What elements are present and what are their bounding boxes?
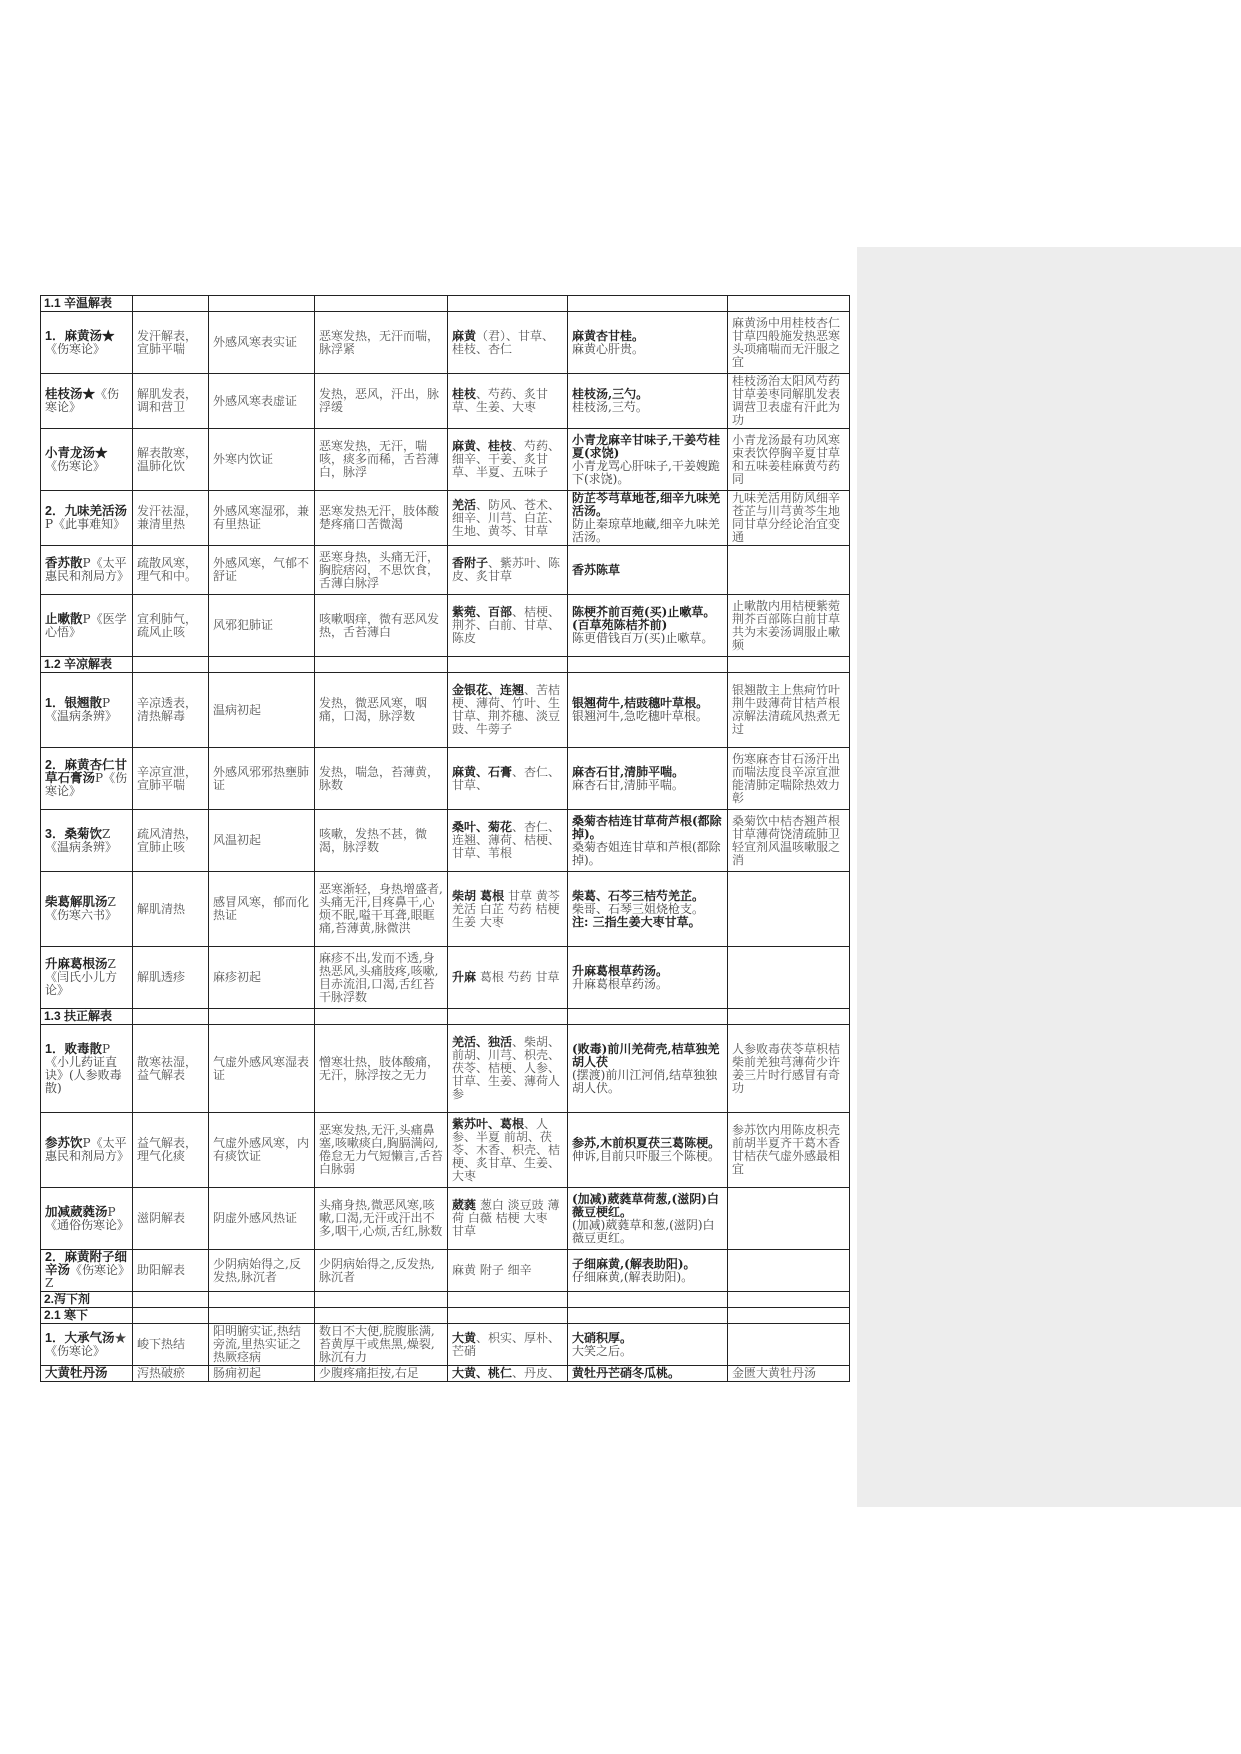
formula-source: Z《闫氏小儿方论》 (45, 957, 118, 997)
rhyme-text: 桂枝汤,三勺。 (572, 387, 649, 401)
formula-name: 香苏散 (45, 556, 83, 570)
formula-table (40, 295, 850, 1382)
rhyme-cell (568, 1250, 728, 1292)
empty-cell (568, 296, 728, 312)
symptoms-cell: 发热，微恶风寒，咽痛，口渴，脉浮数 (315, 673, 448, 748)
rhyme-mnemonic: 桑菊杏姐连甘草和芦根(都除掉)。 (572, 839, 721, 867)
empty-cell (133, 1292, 209, 1308)
rhyme-text: 麻黄杏甘桂。 (572, 328, 645, 343)
herbs-main: 金银花、连翘 (452, 683, 525, 697)
effect-cell: 宣利肺气，疏风止咳 (133, 595, 209, 657)
empty-cell (568, 657, 728, 673)
herbs-rest: 、枳实、厚朴、芒硝 (452, 1330, 561, 1358)
syndrome-cell: 温病初起 (209, 673, 315, 748)
verse-cell (728, 1324, 850, 1366)
formula-name: 2．麻黄附子细辛汤 (45, 1250, 127, 1277)
rhyme-mnemonic: 麻黄心肝贵。 (572, 341, 645, 356)
verse-cell: 桑菊饮中桔杏翘芦根甘草薄荷饶清疏肺卫轻宣剂风温咳嗽服之消 (728, 810, 850, 872)
empty-cell (568, 1292, 728, 1308)
formula-name: 柴葛解肌汤 (45, 895, 108, 909)
verse-cell: 止嗽散内用桔梗紫菀荆芥百部陈白前甘草共为末姜汤调服止嗽频 (728, 595, 850, 657)
herbs-rest: 、人参、半夏 前胡、茯苓、木香、枳壳、桔梗、炙甘草、生姜、大枣 (452, 1116, 561, 1183)
herbs-cell (448, 1250, 568, 1292)
verse-cell (728, 1250, 850, 1292)
symptoms-cell: 恶寒发热无汗，肢体酸楚疼痛口苦微渴 (315, 491, 448, 546)
formula-name-cell (41, 595, 133, 657)
section-row (41, 1009, 850, 1025)
verse-cell: 桂枝汤治太阳风芍药甘草姜枣同解肌发表调营卫表虚有汗此为功 (728, 374, 850, 429)
empty-cell (133, 1308, 209, 1324)
section-row (41, 657, 850, 673)
section-title: 2.泻下剂 (41, 1292, 133, 1308)
rhyme-text: 陈梗芥前百菀(买)止嗽草。(百草苑陈桔芥前) (572, 605, 716, 632)
syndrome-cell: 感冒风寒，郁而化热证 (209, 872, 315, 947)
symptoms-cell: 咳嗽，发热不甚，微渴，脉浮数 (315, 810, 448, 872)
herbs-rest: 、防风、苍术、细辛、川芎、白芷、生地、黄芩、甘草 (452, 497, 561, 538)
symptoms-cell: 恶寒发热,无汗,头痛鼻塞,咳嗽痰白,胸膈满闷,倦怠无力气短懒言,舌苔白脉弱 (315, 1113, 448, 1188)
formula-name-cell (41, 491, 133, 546)
empty-cell (448, 296, 568, 312)
formula-name: 1．大承气汤 (45, 1330, 115, 1345)
rhyme-text: 参苏,木前枳夏茯三葛陈梗。 (572, 1136, 721, 1150)
formula-name: 止嗽散 (45, 611, 83, 626)
herbs-main: 大黄 (452, 1330, 477, 1345)
herbs-main: 葳蕤 (452, 1198, 477, 1212)
empty-cell (728, 657, 850, 673)
syndrome-cell: 风邪犯肺证 (209, 595, 315, 657)
formula-source: P《小儿药证直诀》(人参败毒散) (45, 1041, 122, 1095)
formula-row (41, 546, 850, 595)
rhyme-cell (568, 1188, 728, 1250)
effect-cell: 发汗祛湿，兼清里热 (133, 491, 209, 546)
formula-name: 1．败毒散 (45, 1041, 102, 1056)
herbs-main: 羌活 (452, 497, 477, 512)
effect-cell: 发汗解表，宣肺平喘 (133, 312, 209, 374)
herbs-main: 桑叶、菊花 (452, 820, 513, 834)
herbs-rest: 、苦桔梗、薄荷、竹叶、生甘草、荆芥穗、淡豆豉、牛蒡子 (452, 683, 561, 736)
herbs-rest: 葛根 芍药 甘草 (476, 970, 560, 984)
formula-row (41, 673, 850, 748)
rhyme-mnemonic: 陈更借钱百万(买)止嗽草。 (572, 631, 714, 645)
formula-name: 2．麻黄杏仁甘草石膏汤 (45, 758, 127, 785)
rhyme-mnemonic: 银翘河牛,急吃穗叶草根。 (572, 709, 708, 723)
empty-cell (133, 296, 209, 312)
effect-cell: 辛凉透表，清热解毒 (133, 673, 209, 748)
herbs-cell (448, 1324, 568, 1366)
rhyme-cell (568, 491, 728, 546)
formula-name-cell (41, 947, 133, 1009)
symptoms-cell: 少腹疼痛拒按,右足 (315, 1366, 448, 1382)
empty-cell (315, 1292, 448, 1308)
formula-name-cell (41, 312, 133, 374)
formula-name: 升麻葛根汤 (45, 957, 108, 971)
empty-cell (133, 1009, 209, 1025)
rhyme-cell (568, 374, 728, 429)
verse-cell: 伤寒麻杏甘石汤汗出而喘法度良辛凉宣泄能清肺定喘除热效力彰 (728, 748, 850, 810)
effect-cell: 峻下热结 (133, 1324, 209, 1366)
herbs-cell (448, 1113, 568, 1188)
herbs-cell (448, 546, 568, 595)
symptoms-cell: 发热，恶风，汗出，脉浮缓 (315, 374, 448, 429)
symptoms-cell: 数日不大便,脘腹胀满,苔黄厚干或焦黑,燥裂,脉沉有力 (315, 1324, 448, 1366)
formula-name: 参苏饮 (45, 1136, 83, 1150)
formula-source: P《此事难知》 (45, 517, 126, 531)
herbs-main: 紫菀、百部 (452, 605, 513, 619)
effect-cell: 解肌透疹 (133, 947, 209, 1009)
effect-cell: 解肌发表，调和营卫 (133, 374, 209, 429)
symptoms-cell: 头痛身热,微恶风寒,咳嗽,口渴,无汗或汗出不多,咽干,心烦,舌红,脉数 (315, 1188, 448, 1250)
verse-cell: 参苏饮内用陈皮枳壳前胡半夏齐干葛木香甘桔茯气虚外感最相宜 (728, 1113, 850, 1188)
formula-name: 小青龙汤★ (45, 445, 108, 460)
syndrome-cell: 气虚外感风寒湿表证 (209, 1025, 315, 1113)
effect-cell: 滋阴解表 (133, 1188, 209, 1250)
rhyme-text: 桑菊杏桔连甘草荷芦根(都除掉)。 (572, 813, 722, 841)
comment-sidebar (857, 247, 1241, 1507)
empty-cell (728, 1009, 850, 1025)
herbs-cell (448, 673, 568, 748)
syndrome-cell: 风温初起 (209, 810, 315, 872)
syndrome-cell: 阴虚外感风热证 (209, 1188, 315, 1250)
formula-row (41, 491, 850, 546)
herbs-main: 大黄、桃仁 (452, 1366, 513, 1380)
formula-row (41, 810, 850, 872)
empty-cell (728, 296, 850, 312)
empty-cell (315, 1009, 448, 1025)
empty-cell (728, 1292, 850, 1308)
herbs-cell (448, 1025, 568, 1113)
herbs-rest: 、芍药、细辛、干姜、炙甘草、半夏、五味子 (452, 439, 561, 479)
formula-row (41, 748, 850, 810)
rhyme-text: 麻杏石甘,清肺平喘。 (572, 764, 685, 779)
section-title: 1.3 扶正解表 (41, 1009, 133, 1025)
formula-name-cell (41, 1366, 133, 1382)
formula-row (41, 1324, 850, 1366)
formula-name: 1．麻黄汤★ (45, 328, 115, 343)
syndrome-cell: 外感风寒表实证 (209, 312, 315, 374)
effect-cell: 解表散寒，温肺化饮 (133, 429, 209, 491)
empty-cell (315, 657, 448, 673)
formula-source: Z《温病条辨》 (45, 826, 118, 854)
rhyme-mnemonic: 桂枝汤,三芍。 (572, 400, 648, 414)
rhyme-mnemonic: 小青龙骂心肝味子,干姜嫂跪下(求饶)。 (572, 458, 720, 486)
rhyme-mnemonic: (加减)葳蕤草和葱,(滋阴)白薇豆更红。 (572, 1217, 715, 1245)
verse-cell: 银翘散主上焦疴竹叶荆牛豉薄荷甘桔芦根凉解法清疏风热煮无过 (728, 673, 850, 748)
formula-source: P《医学心悟》 (45, 611, 127, 639)
rhyme-text: 防芷芩芎草地苍,细辛九味羌活汤。 (572, 491, 721, 518)
formula-source: 《伤寒论》 (45, 387, 120, 414)
herbs-rest: 麻黄 附子 细辛 (452, 1263, 532, 1277)
rhyme-cell (568, 872, 728, 947)
syndrome-cell: 外感风寒表虚证 (209, 374, 315, 429)
rhyme-mnemonic: 大笑之后。 (572, 1343, 633, 1358)
effect-cell: 疏散风寒，理气和中。 (133, 546, 209, 595)
rhyme-cell (568, 673, 728, 748)
formula-source: P《通俗伤寒论》 (45, 1204, 130, 1232)
effect-cell: 疏风清热，宣肺止咳 (133, 810, 209, 872)
formula-source: P《太平惠民和剂局方》 (45, 1136, 130, 1163)
rhyme-note: 注: 三指生姜大枣甘草。 (572, 914, 701, 929)
rhyme-cell (568, 595, 728, 657)
herbs-main: 紫苏叶、葛根 (452, 1116, 525, 1131)
herbs-rest: 、丹皮、 (512, 1366, 561, 1380)
herbs-rest: 、杏仁、甘草、 (452, 764, 561, 792)
effect-cell: 散寒祛湿，益气解表 (133, 1025, 209, 1113)
rhyme-text: (加减)葳蕤草荷葱,(滋阴)白薇豆梗红。 (572, 1191, 719, 1219)
formula-name-cell (41, 872, 133, 947)
syndrome-cell: 肠痈初起 (209, 1366, 315, 1382)
formula-source: Z《伤寒六书》 (45, 895, 118, 922)
formula-name: 大黄牡丹汤 (45, 1366, 108, 1380)
rhyme-text: 银翘荷牛,桔豉穗叶草根。 (572, 696, 709, 710)
formula-row (41, 1113, 850, 1188)
herbs-main: 麻黄、桂枝 (452, 439, 513, 453)
herbs-main: 柴胡 葛根 (452, 888, 505, 903)
section-title: 1.2 辛凉解表 (41, 657, 133, 673)
syndrome-cell: 少阴病始得之,反发热,脉沉者 (209, 1250, 315, 1292)
herbs-cell (448, 312, 568, 374)
rhyme-mnemonic: 伸诉,目前只吓服三个陈梗。 (572, 1149, 720, 1163)
formula-name-cell (41, 1113, 133, 1188)
herbs-cell (448, 429, 568, 491)
formula-name: 2．九味羌活汤 (45, 504, 127, 518)
empty-cell (209, 1292, 315, 1308)
verse-cell (728, 947, 850, 1009)
herbs-cell (448, 872, 568, 947)
rhyme-mnemonic: 柴哥、石琴三姐烧枪支。 (572, 901, 705, 916)
herbs-rest: 葱白 淡豆豉 薄荷 白薇 桔梗 大枣 甘草 (452, 1198, 560, 1238)
formula-name: 3．桑菊饮 (45, 826, 102, 841)
empty-cell (448, 1308, 568, 1324)
empty-cell (315, 1308, 448, 1324)
section-title: 1.1 辛温解表 (41, 296, 133, 312)
herbs-cell (448, 374, 568, 429)
herbs-cell (448, 491, 568, 546)
formula-row (41, 872, 850, 947)
symptoms-cell: 咳嗽咽痒，微有恶风发热，舌苔薄白 (315, 595, 448, 657)
rhyme-cell (568, 546, 728, 595)
formula-name-cell (41, 374, 133, 429)
section-row (41, 1292, 850, 1308)
herbs-main: 桂枝 (452, 387, 477, 401)
rhyme-mnemonic: 防止秦琼草地藏,细辛九味羌活汤。 (572, 517, 720, 544)
symptoms-cell: 恶寒发热，无汗，喘咳，痰多而稀，舌苔薄白，脉浮 (315, 429, 448, 491)
formula-name-cell (41, 1188, 133, 1250)
effect-cell: 辛凉宣泄，宣肺平喘 (133, 748, 209, 810)
formula-name-cell (41, 810, 133, 872)
rhyme-mnemonic: 仔细麻黄,(解表助阳)。 (572, 1269, 694, 1284)
formula-name: 1．银翘散 (45, 696, 102, 710)
herbs-cell (448, 1188, 568, 1250)
effect-cell: 助阳解表 (133, 1250, 209, 1292)
rhyme-cell (568, 1113, 728, 1188)
formula-source: 《伤寒论》 (45, 458, 106, 473)
rhyme-text: 黄牡丹芒硝冬瓜桃。 (572, 1366, 681, 1380)
herbs-rest: 、柴胡、前胡、川芎、枳壳、茯苓、桔梗、人参、甘草、生姜、薄荷人参 (452, 1035, 561, 1101)
herbs-cell (448, 1366, 568, 1382)
herbs-rest: 、杏仁、连翘、薄荷、桔梗、甘草、苇根 (452, 820, 561, 860)
herbs-rest: 、桔梗、荆芥、白前、甘草、陈皮 (452, 605, 561, 645)
symptoms-cell: 恶寒渐轻，身热增盛者,头痛无汗,目疼鼻干,心烦不眠,嗌干耳聋,眼眶痛,苔薄黄,脉微洪 (315, 872, 448, 947)
empty-cell (315, 296, 448, 312)
formula-row (41, 1366, 850, 1382)
empty-cell (448, 1292, 568, 1308)
empty-cell (133, 657, 209, 673)
symptoms-cell: 憎寒壮热，肢体酸痛，无汗，脉浮按之无力 (315, 1025, 448, 1113)
verse-cell (728, 1188, 850, 1250)
empty-cell (209, 1009, 315, 1025)
empty-cell (209, 296, 315, 312)
symptoms-cell: 麻疹不出,发而不透,身热恶风,头痛肢疼,咳嗽,目赤流泪,口渴,舌红苔干脉浮数 (315, 947, 448, 1009)
verse-cell: 九味羌活用防风细辛苍芷与川芎黄芩生地同甘草分经论治宜变通 (728, 491, 850, 546)
herbs-main: 麻黄 (452, 328, 477, 343)
empty-cell (568, 1308, 728, 1324)
empty-cell (209, 1308, 315, 1324)
herbs-cell (448, 947, 568, 1009)
symptoms-cell: 发热，喘急，苔薄黄，脉数 (315, 748, 448, 810)
formula-row (41, 312, 850, 374)
formula-source: P《温病条辨》 (45, 696, 118, 723)
herbs-rest: 甘草 黄芩 羌活 白芷 芍药 桔梗 生姜 大枣 (452, 888, 560, 929)
rhyme-cell (568, 810, 728, 872)
rhyme-text: 香苏陈草 (572, 562, 621, 577)
symptoms-cell: 恶寒发热，无汗而喘，脉浮紧 (315, 312, 448, 374)
formula-source: ★《伤寒论》 (45, 1330, 127, 1358)
syndrome-cell: 外寒内饮证 (209, 429, 315, 491)
formula-row (41, 1188, 850, 1250)
verse-cell (728, 872, 850, 947)
herbs-main: 麻黄、石膏 (452, 764, 513, 779)
formula-name-cell (41, 748, 133, 810)
syndrome-cell: 阳明腑实证,热结旁流,里热实证之热厥痉病 (209, 1324, 315, 1366)
rhyme-text: (败毒)前川羌荷壳,桔草独羌胡人茯 (572, 1041, 720, 1069)
syndrome-cell: 外感风寒，气郁不舒证 (209, 546, 315, 595)
formula-name-cell (41, 1250, 133, 1292)
herbs-cell (448, 595, 568, 657)
rhyme-cell (568, 947, 728, 1009)
formula-row (41, 595, 850, 657)
syndrome-cell: 外感风寒湿邪，兼有里热证 (209, 491, 315, 546)
rhyme-text: 子细麻黄,(解表助阳)。 (572, 1256, 696, 1271)
rhyme-cell (568, 748, 728, 810)
effect-cell: 解肌清热 (133, 872, 209, 947)
herbs-main: 香附子 (452, 556, 489, 570)
rhyme-mnemonic: 升麻葛根草药汤。 (572, 976, 669, 991)
verse-cell: 人参败毒茯苓草枳桔柴前羌独芎薄荷少许姜三片时行感冒有奇功 (728, 1025, 850, 1113)
verse-cell: 小青龙汤最有功风寒束表饮停胸辛夏甘草和五味姜桂麻黄芍药同 (728, 429, 850, 491)
rhyme-cell (568, 312, 728, 374)
section-row (41, 296, 850, 312)
formula-name: 桂枝汤★ (45, 387, 96, 401)
rhyme-text: 大硝积厚。 (572, 1330, 633, 1345)
empty-cell (728, 1308, 850, 1324)
section-row (41, 1308, 850, 1324)
rhyme-mnemonic: (摆渡)前川江河俏,结草独独胡人伏。 (572, 1067, 718, 1095)
formula-source: P《太平惠民和剂局方》 (45, 556, 130, 583)
formula-source: 《伤寒论》Z (45, 1263, 125, 1290)
formula-row (41, 374, 850, 429)
effect-cell: 益气解表，理气化痰 (133, 1113, 209, 1188)
empty-cell (448, 657, 568, 673)
syndrome-cell: 外感风邪邪热壅肺证 (209, 748, 315, 810)
rhyme-cell (568, 1324, 728, 1366)
rhyme-mnemonic: 麻杏石甘,清肺平喘。 (572, 777, 684, 792)
symptoms-cell: 少阴病始得之,反发热,脉沉者 (315, 1250, 448, 1292)
formula-row (41, 1250, 850, 1292)
verse-cell: 麻黄汤中用桂枝杏仁甘草四般施发热恶寒头项痛喘而无汗服之宜 (728, 312, 850, 374)
effect-cell: 泻热破瘀 (133, 1366, 209, 1382)
formula-row (41, 429, 850, 491)
verse-cell (728, 546, 850, 595)
herbs-rest: 、芍药、炙甘草、生姜、大枣 (452, 387, 549, 414)
formula-name-cell (41, 673, 133, 748)
herbs-main: 升麻 (452, 970, 477, 984)
herbs-main: 羌活、独活 (452, 1035, 513, 1049)
formula-source: P《伤寒论》 (45, 771, 128, 798)
formula-name: 加减葳蕤汤 (45, 1204, 108, 1219)
empty-cell (568, 1009, 728, 1025)
empty-cell (448, 1009, 568, 1025)
verse-cell: 金匮大黄牡丹汤 (728, 1366, 850, 1382)
rhyme-cell (568, 1366, 728, 1382)
formula-row (41, 1025, 850, 1113)
formula-source: 《伤寒论》 (45, 341, 106, 356)
syndrome-cell: 气虚外感风寒，内有痰饮证 (209, 1113, 315, 1188)
herbs-cell (448, 810, 568, 872)
symptoms-cell: 恶寒身热，头痛无汗，胸脘痞闷，不思饮食，舌薄白脉浮 (315, 546, 448, 595)
syndrome-cell: 麻疹初起 (209, 947, 315, 1009)
formula-table-body (41, 296, 850, 1382)
empty-cell (209, 657, 315, 673)
herbs-rest: 、紫苏叶、陈皮、炙甘草 (452, 556, 561, 583)
rhyme-text: 升麻葛根草药汤。 (572, 963, 669, 978)
herbs-cell (448, 748, 568, 810)
formula-row (41, 947, 850, 1009)
formula-name-cell (41, 1025, 133, 1113)
rhyme-cell (568, 1025, 728, 1113)
rhyme-cell (568, 429, 728, 491)
formula-name-cell (41, 429, 133, 491)
formula-name-cell (41, 546, 133, 595)
rhyme-text: 柴葛、石芩三桔芍羌芷。 (572, 888, 705, 903)
section-title: 2.1 寒下 (41, 1308, 133, 1324)
herbs-rest: （君）、甘草、桂枝、杏仁 (452, 328, 555, 356)
formula-name-cell (41, 1324, 133, 1366)
rhyme-text: 小青龙麻辛甘味子,干姜芍桂夏(求饶) (572, 432, 721, 460)
